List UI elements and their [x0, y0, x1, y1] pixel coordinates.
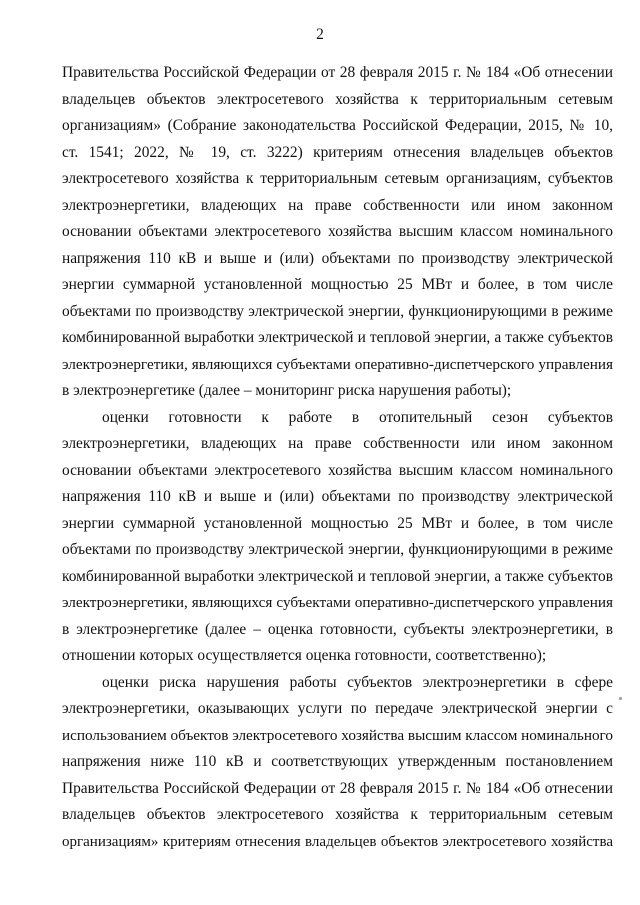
text-line: комбинированной выработки электрической и тепловой энергии, а также субъектов — [62, 329, 613, 346]
text-line: организациям» (Собрание законодательства Российской Федерации, 2015, № 10, — [62, 117, 613, 134]
text-line: Правительства Российской Федерации от 28 февраля 2015 г. № 184 «Об отнесении — [62, 779, 613, 797]
text-line: в электроэнергетике (далее – мониторинг риска нарушения работы); — [62, 382, 512, 399]
text-line: организациям» критериям отнесения владельцев объектов электросетевого хозяйства — [62, 833, 613, 850]
text-line: оценки риска нарушения работы субъектов электроэнергетики в сфере — [102, 673, 613, 691]
text-line: использованием объектов электросетевого хозяйства высшим классом номинального — [62, 726, 613, 744]
page-number: 2 — [316, 26, 324, 43]
text-line: электроэнергетики, владеющих на праве собственности или ином законном — [62, 435, 613, 452]
text-line: объектами по производству электрической энергии, функционирующими в режиме — [62, 302, 613, 320]
text-line: отношении которых осуществляется оценка готовности, соответственно); — [62, 647, 547, 664]
text-line: электроэнергетики, являющихся субъектами оперативно-диспетчерского управления — [62, 594, 613, 611]
text-line: электроэнергетики, являющихся субъектами оперативно-диспетчерского управления — [62, 355, 613, 373]
text-line: напряжения 110 кВ и выше и (или) объектами по производству электрической — [62, 249, 613, 267]
text-line: оценки готовности к работе в отопительный сезон субъектов — [102, 408, 613, 426]
text-line: энергии суммарной установленной мощностью 25 МВт и более, в том числе — [62, 514, 613, 532]
text-line: объектами по производству электрической энергии, функционирующими в режиме — [62, 541, 613, 558]
text-line: владельцев объектов электросетевого хозяйства к территориальным сетевым — [62, 90, 613, 108]
text-line: основании объектами электросетевого хозяйства высшим классом номинального — [62, 223, 613, 240]
text-line: электросетевого хозяйства к территориальным сетевым организациям, субъектов — [62, 170, 613, 187]
text-line: напряжения 110 кВ и выше и (или) объектами по производству электрической — [62, 488, 613, 505]
paragraph-risk-assessment — [62, 670, 613, 856]
text-line: электроэнергетики, оказывающих услуги по передаче электрической энергии с — [62, 700, 613, 717]
text-line: в электроэнергетике (далее – оценка готовности, субъекты электроэнергетики, в — [62, 620, 613, 638]
text-line: владельцев объектов электросетевого хозяйства к территориальным сетевым — [62, 806, 613, 823]
text-line: электроэнергетики, владеющих на праве собственности или ином законном — [62, 196, 613, 214]
text-line: основании объектами электросетевого хозяйства высшим классом номинального — [62, 461, 613, 479]
text-line: энергии суммарной установленной мощностью 25 МВт и более, в том числе — [62, 276, 613, 293]
document-body — [62, 60, 613, 855]
text-line: ст. 1541; 2022, № 19, ст. 3222) критериям отнесения владельцев объектов — [62, 143, 613, 161]
text-line: Правительства Российской Федерации от 28 февраля 2015 г. № 184 «Об отнесении — [62, 64, 613, 81]
scan-speck — [619, 697, 622, 700]
text-line: комбинированной выработки электрической и тепловой энергии, а также субъектов — [62, 567, 613, 585]
text-line: напряжения ниже 110 кВ и соответствующих утвержденным постановлением — [62, 753, 613, 770]
paragraph-readiness — [62, 405, 613, 670]
paragraph-monitoring — [62, 60, 613, 405]
